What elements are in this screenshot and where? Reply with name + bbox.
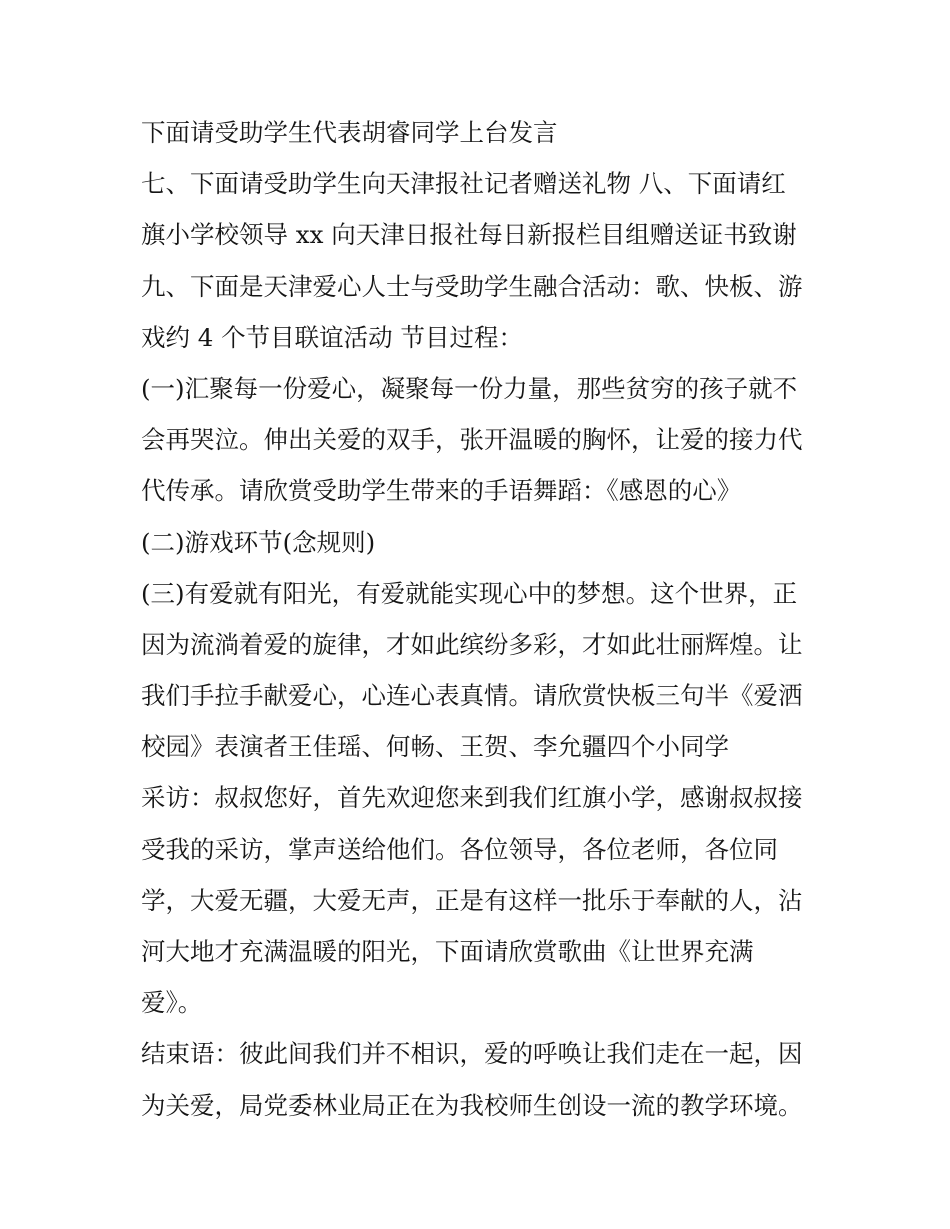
text-line: 戏约 4 个节目联谊活动 节目过程：	[141, 322, 523, 352]
text-line: 爱》。	[141, 988, 203, 1018]
text-line: 我们手拉手献爱心，心连心表真情。请欣赏快板三句半《爱洒	[141, 681, 803, 711]
text-line: 受我的采访，掌声送给他们。各位领导，各位老师，各位同	[141, 834, 778, 864]
text-line: 下面请受助学生代表胡睿同学上台发言	[141, 118, 558, 147]
text-line: (一)汇聚每一份爱心，凝聚每一份力量，那些贫穷的孩子就不	[141, 373, 798, 403]
text-line: 结束语：彼此间我们并不相识，爱的呼唤让我们走在一起，因	[141, 1039, 803, 1069]
text-line: 代传承。请欣赏受助学生带来的手语舞蹈：《感恩的心》	[141, 476, 742, 506]
text-line: 校园》表演者王佳瑶、何畅、王贺、李允疆四个小同学	[141, 732, 729, 762]
text-line: 旗小学校领导 xx 向天津日报社每日新报栏目组赠送证书致谢	[141, 220, 797, 250]
text-line: 会再哭泣。伸出关爱的双手，张开温暖的胸怀，让爱的接力代	[141, 425, 803, 455]
text-line: 学，大爱无疆，大爱无声，正是有这样一批乐于奉献的人，沾	[141, 885, 803, 915]
text-line: 采访：叔叔您好，首先欢迎您来到我们红旗小学，感谢叔叔接	[141, 783, 803, 813]
text-line: 为关爱，局党委林业局正在为我校师生创设一流的教学环境。	[141, 1090, 803, 1120]
text-line: 因为流淌着爱的旋律，才如此缤纷多彩，才如此壮丽辉煌。让	[141, 629, 803, 659]
text-line: 七、下面请受助学生向天津报社记者赠送礼物 八、下面请红	[141, 169, 786, 199]
text-line: 河大地才充满温暖的阳光，下面请欣赏歌曲《让世界充满	[141, 937, 754, 966]
text-line: (三)有爱就有阳光，有爱就能实现心中的梦想。这个世界，正	[141, 578, 798, 608]
text-line: (二)游戏环节(念规则)	[141, 527, 376, 557]
text-line: 九、下面是天津爱心人士与受助学生融合活动：歌、快板、游	[141, 271, 803, 301]
document-body	[141, 107, 821, 1131]
